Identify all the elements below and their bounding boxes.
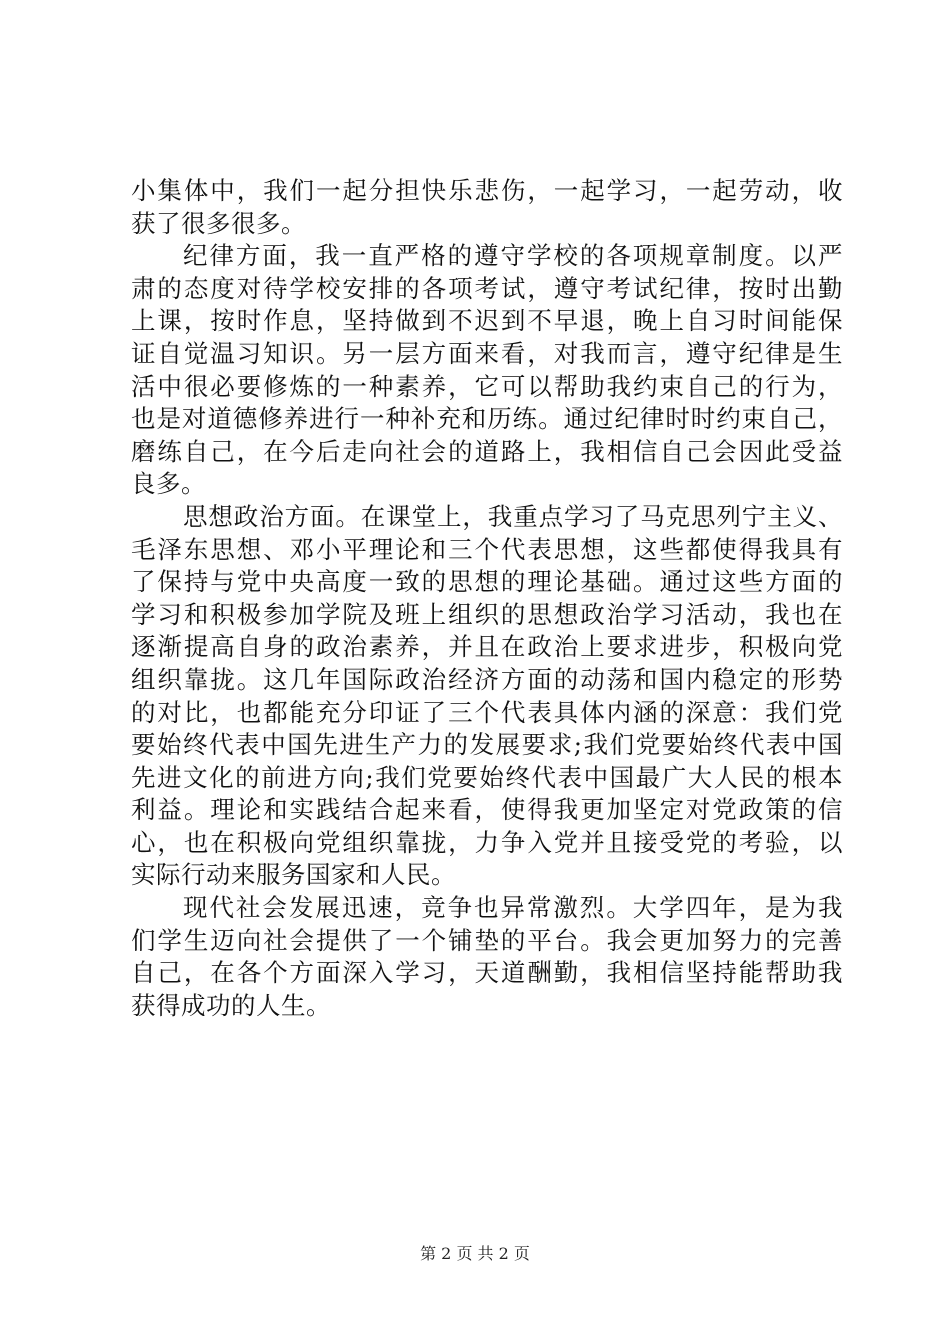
text-line: 利益。理论和实践结合起来看，使得我更加坚定对党政策的信 xyxy=(131,795,843,825)
text-line: 组织靠拢。这几年国际政治经济方面的动荡和国内稳定的形势 xyxy=(131,664,843,694)
text-line: 也是对道德修养进行一种补充和历练。通过纪律时时约束自己， xyxy=(131,404,843,434)
text-line: 自己，在各个方面深入学习，天道酬勤，我相信坚持能帮助我 xyxy=(131,958,843,988)
text-line: 纪律方面，我一直严格的遵守学校的各项规章制度。以严 xyxy=(183,241,843,271)
text-line: 了保持与党中央高度一致的思想的理论基础。通过这些方面的 xyxy=(131,567,843,597)
text-line: 磨练自己，在今后走向社会的道路上，我相信自己会因此受益 xyxy=(131,436,843,466)
text-line: 先进文化的前进方向;我们党要始终代表中国最广大人民的根本 xyxy=(131,762,843,792)
text-line: 逐渐提高自身的政治素养，并且在政治上要求进步，积极向党 xyxy=(131,632,843,662)
text-line: 获得成功的人生。 xyxy=(131,990,331,1020)
text-line: 思想政治方面。在课堂上，我重点学习了马克思列宁主义、 xyxy=(183,501,843,531)
text-line: 上课，按时作息，坚持做到不迟到不早退，晚上自习时间能保 xyxy=(131,306,843,336)
text-line: 心，也在积极向党组织靠拢，力争入党并且接受党的考验，以 xyxy=(131,827,843,857)
document-body xyxy=(131,175,843,1022)
text-line: 要始终代表中国先进生产力的发展要求;我们党要始终代表中国 xyxy=(131,730,843,760)
text-line: 肃的态度对待学校安排的各项考试，遵守考试纪律，按时出勤 xyxy=(131,273,843,303)
text-line: 小集体中，我们一起分担快乐悲伤，一起学习，一起劳动，收 xyxy=(131,176,843,205)
text-line: 获了很多很多。 xyxy=(131,208,306,238)
text-line: 的对比，也都能充分印证了三个代表具体内涵的深意：我们党 xyxy=(131,697,843,727)
text-line: 活中很必要修炼的一种素养，它可以帮助我约束自己的行为， xyxy=(131,371,843,401)
text-line: 学习和积极参加学院及班上组织的思想政治学习活动，我也在 xyxy=(131,599,843,629)
text-line: 证自觉温习知识。另一层方面来看，对我而言，遵守纪律是生 xyxy=(131,338,843,368)
paragraph xyxy=(131,501,843,892)
text-line: 实际行动来服务国家和人民。 xyxy=(131,860,456,890)
paragraph xyxy=(131,175,843,240)
text-line: 现代社会发展迅速，竞争也异常激烈。大学四年，是为我 xyxy=(183,893,843,923)
paragraph xyxy=(131,240,843,501)
text-line: 们学生迈向社会提供了一个铺垫的平台。我会更加努力的完善 xyxy=(131,925,843,955)
page-number-footer: 第 2 页 共 2 页 xyxy=(420,1244,530,1263)
text-line: 良多。 xyxy=(131,469,206,499)
text-line: 毛泽东思想、邓小平理论和三个代表思想，这些都使得我具有 xyxy=(131,534,843,564)
paragraph xyxy=(131,892,843,1022)
